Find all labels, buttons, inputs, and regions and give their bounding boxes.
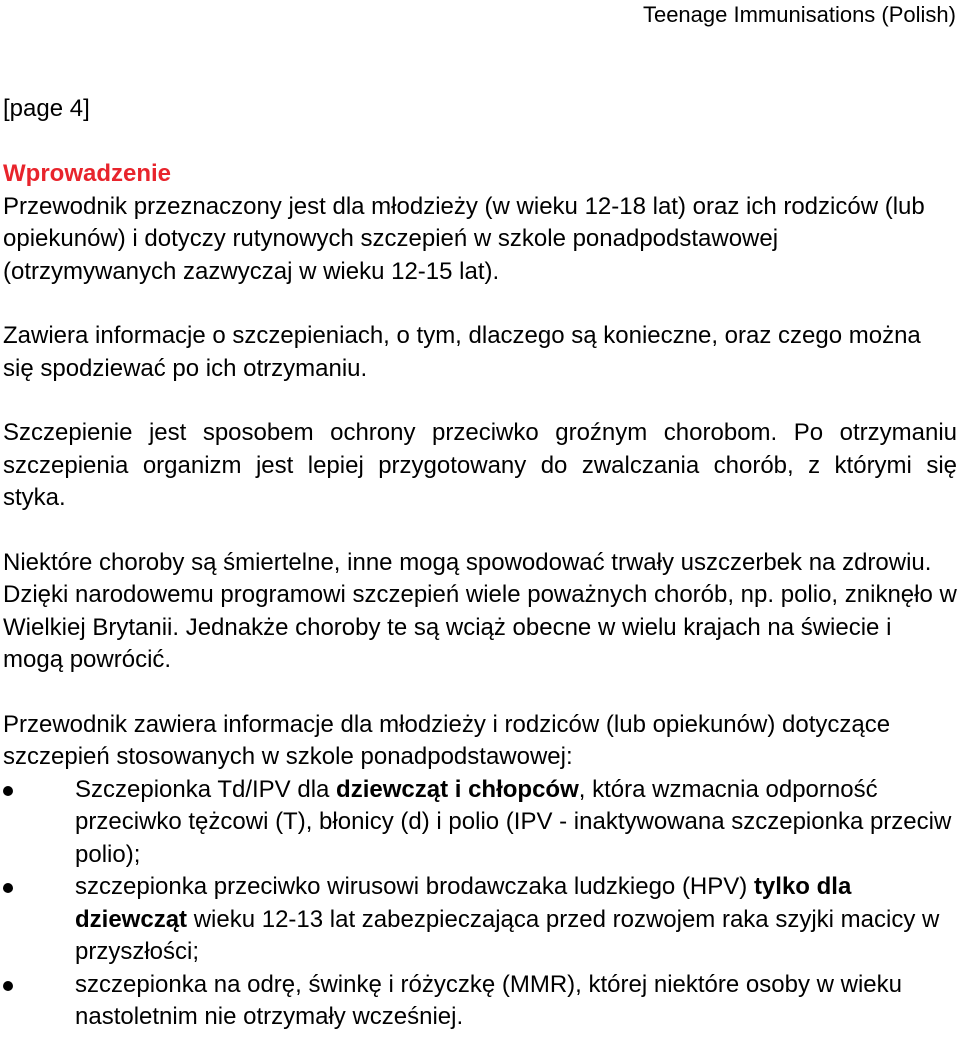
bullet-text-start: szczepionka przeciwko wirusowi brodawczaka ludzkiego (HPV)	[75, 873, 754, 900]
bullet-icon	[3, 981, 13, 991]
paragraph-diseases: Niektóre choroby są śmiertelne, inne mogą spowodować trwały uszczerbek na zdrowiu. Dzięki narodowemu programowi szczepień wiele poważnych chorób, np. polio, zniknęło w Wielkiej Brytanii. Jednakże choroby te są wciąż obecne w wielu krajach na świecie i mogą powrócić.	[3, 548, 957, 673]
bullet-icon	[3, 786, 13, 796]
bullet-text-end: , która wzmacnia odporność przeciwko tężcowi (T), błonicy (d) i polio (IPV - inaktywowana szczepionka przeciw polio);	[75, 775, 952, 868]
bullet-text-start: Szczepionka Td/IPV dla	[75, 775, 337, 803]
list-item	[3, 871, 957, 969]
bullet-text: szczepionka na odrę, świnkę i różyczkę (MMR), której niektóre osoby w wieku nastoletnim nie otrzymały wcześniej.	[75, 970, 902, 1030]
bullet-text-bold: dziewcząt i chłopców	[336, 775, 579, 803]
bullet-text-bold: tylko dla dziewcząt	[75, 873, 852, 933]
running-header: Teenage Immunisations (Polish)	[642, 2, 956, 27]
list-item	[3, 774, 957, 872]
page-marker: [page 4]	[3, 95, 90, 122]
vaccine-list	[3, 774, 957, 1034]
paragraph-contents: Zawiera informacje o szczepieniach, o tym, dlaczego są konieczne, oraz czego można się spodziewać po ich otrzymaniu.	[3, 322, 921, 382]
section-title: Wprowadzenie	[3, 160, 172, 187]
bullet-icon	[3, 883, 13, 893]
paragraph-protection: Szczepienie jest sposobem ochrony przeciwko groźnym chorobom. Po otrzymaniu szczepienia organizm jest lepiej przygotowany do zwalczania chorób, z którymi się styka.	[3, 419, 957, 511]
bullet-text-end: wieku 12-13 lat zabezpieczająca przed rozwojem raka szyjki macicy w przyszłości;	[75, 905, 940, 965]
paragraph-guide-info: Przewodnik zawiera informacje dla młodzieży i rodziców (lub opiekunów) dotyczące szczepień stosowanych w szkole ponadpodstawowej:	[3, 710, 891, 770]
document-body	[3, 158, 957, 1034]
list-item	[3, 969, 957, 1034]
paragraph-audience: Przewodnik przeznaczony jest dla młodzieży (w wieku 12-18 lat) oraz ich rodziców (lub opiekunów) i dotyczy rutynowych szczepień w szkole ponadpodstawowej (otrzymywanych zazwyczaj w wieku 12-15 lat).	[3, 192, 925, 285]
